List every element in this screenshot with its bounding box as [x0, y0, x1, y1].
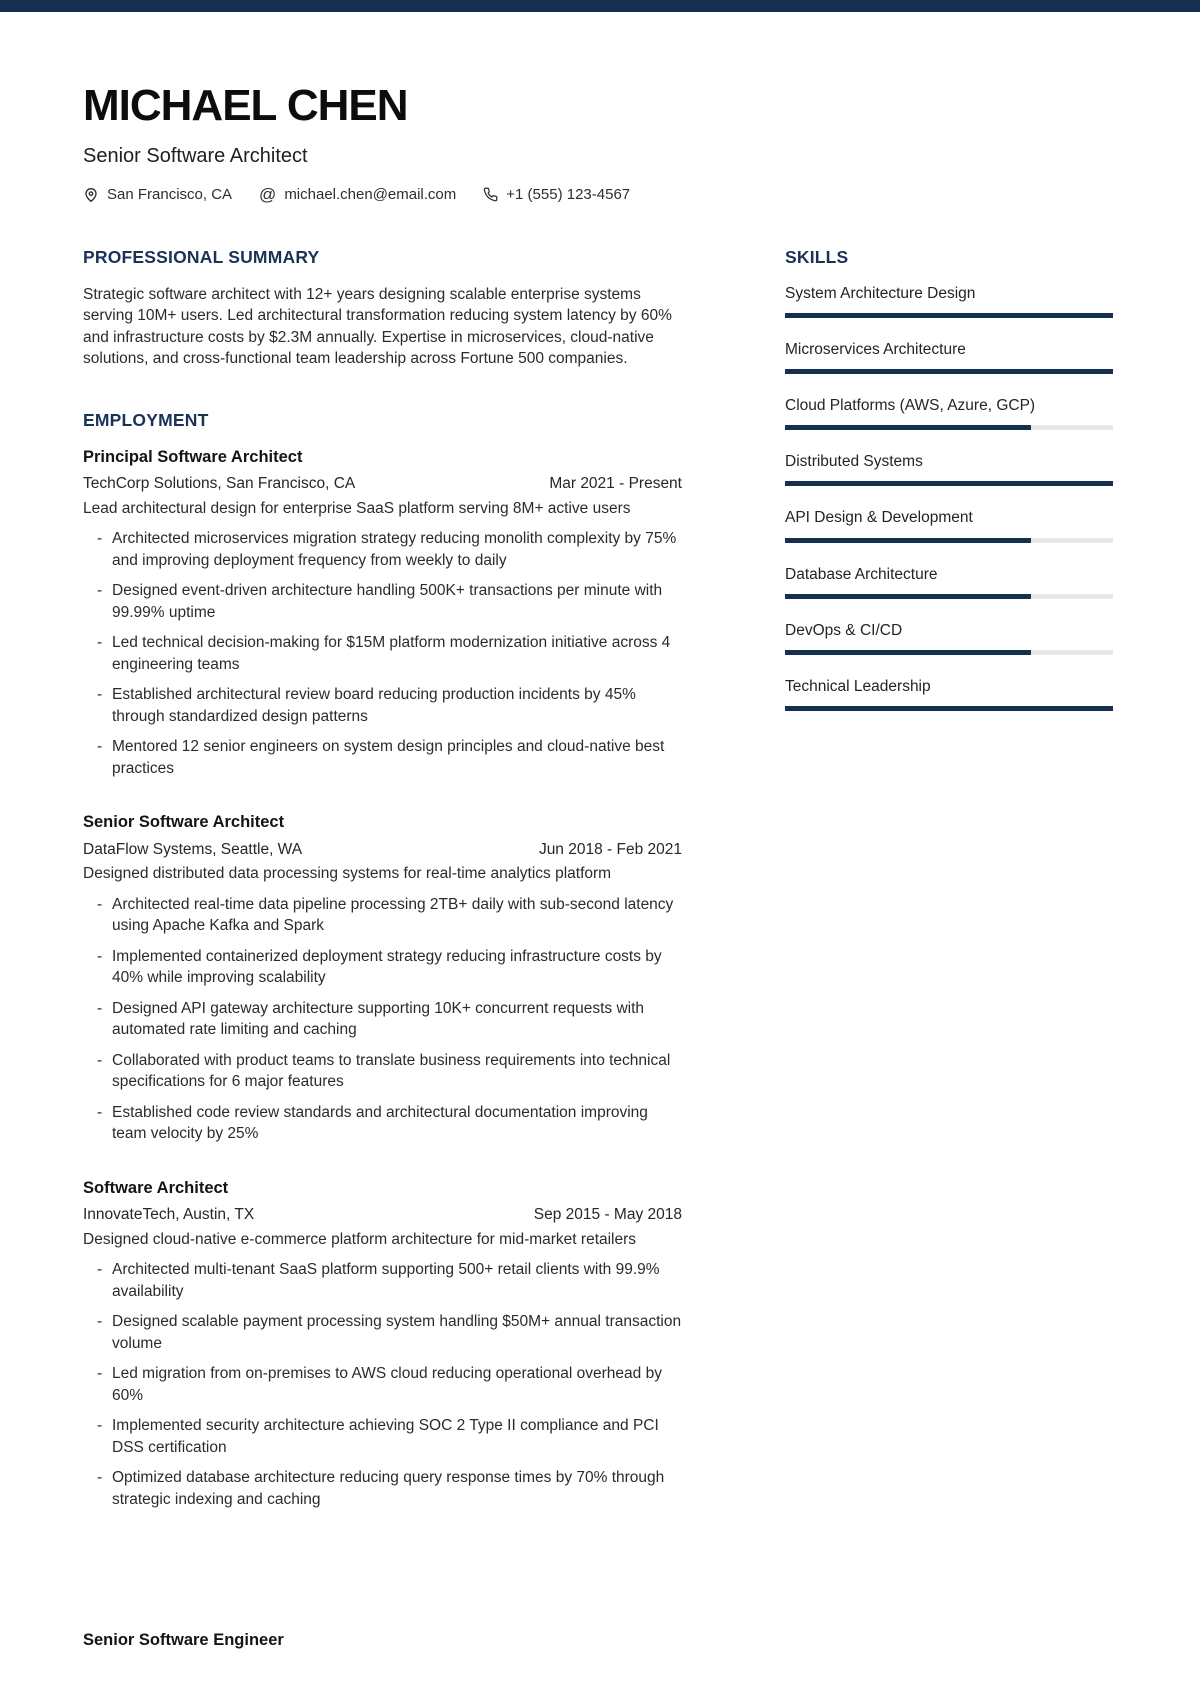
skill-bar: [785, 538, 1113, 543]
resume-name: MICHAEL CHEN: [83, 81, 408, 130]
skill-bar: [785, 650, 1113, 655]
contact-phone-text: +1 (555) 123-4567: [506, 186, 631, 203]
job-company: TechCorp Solutions, San Francisco, CA: [83, 475, 356, 493]
jobs-list: [83, 447, 682, 1652]
job-company-row: [83, 1204, 682, 1226]
job-bullet: - Mentored 12 senior engineers on system design principles and cloud-native best practices: [83, 736, 682, 779]
skill-label: Database Architecture: [785, 565, 938, 583]
skill-item: [785, 452, 1113, 486]
job-bullet: - Established code review standards and architectural documentation improving team velocity by 25%: [83, 1102, 682, 1145]
skill-bar-fill: [785, 369, 1113, 374]
job-bullet: - Designed event-driven architecture handling 500K+ transactions per minute with 99.99% uptime: [83, 580, 682, 623]
job-title: Senior Software Engineer: [83, 1631, 284, 1650]
skill-bar: [785, 313, 1113, 318]
job-bullet: - Designed API gateway architecture supporting 10K+ concurrent requests with automated rate limiting and caching: [83, 998, 682, 1041]
phone-icon: [483, 187, 498, 202]
skill-label: Cloud Platforms (AWS, Azure, GCP): [785, 397, 1036, 415]
job-lead: Lead architectural design for enterprise SaaS platform serving 8M+ active users: [83, 499, 631, 517]
job-bullet: - Optimized database architecture reducing query response times by 70% through strategic indexing and caching: [83, 1467, 682, 1510]
right-column: [785, 247, 1113, 1652]
skill-bar: [785, 594, 1113, 599]
skill-bar-fill: [785, 313, 1113, 318]
job-bullet: - Established architectural review board reducing production incidents by 45% through standardized design patterns: [83, 684, 682, 727]
employment-section: [83, 410, 682, 1652]
location-pin-icon: [83, 187, 99, 203]
skills-list: [785, 284, 1113, 711]
job-title: Senior Software Architect: [83, 813, 285, 832]
skill-item: [785, 508, 1113, 542]
employment-heading: EMPLOYMENT: [83, 409, 209, 430]
job-company-row: [83, 839, 682, 861]
job-bullet: - Implemented security architecture achieving SOC 2 Type II compliance and PCI DSS certification: [83, 1415, 682, 1458]
job-title: Software Architect: [83, 1178, 229, 1197]
main-content: [83, 247, 1113, 1652]
skills-section: [785, 247, 1113, 711]
resume-job-title: Senior Software Architect: [83, 145, 308, 167]
skill-label: API Design & Development: [785, 509, 973, 527]
skill-bar: [785, 425, 1113, 430]
skill-bar: [785, 369, 1113, 374]
skill-item: [785, 621, 1113, 655]
job-company: InnovateTech, Austin, TX: [83, 1206, 255, 1224]
contact-email: [259, 186, 456, 203]
skill-label: Distributed Systems: [785, 453, 923, 471]
job-dates: Jun 2018 - Feb 2021: [538, 840, 682, 858]
contact-location: [83, 186, 232, 203]
summary-text: Strategic software architect with 12+ years designing scalable enterprise systems serving 10M+ users. Led architectural transformation reducing system latency by 60% and infrastructure costs by $2.3M annually. Expertise in microservices, cloud-native solutions, and cross-functional team leadership across Fortune 500 companies.: [83, 285, 672, 368]
skill-label: System Architecture Design: [785, 284, 976, 302]
contact-email-text: michael.chen@email.com: [284, 186, 457, 203]
skill-label: Microservices Architecture: [785, 341, 966, 359]
skill-bar-fill: [785, 594, 1031, 599]
job-bullet: - Collaborated with product teams to translate business requirements into technical specifications for 6 major features: [83, 1050, 682, 1093]
job-entry: [83, 812, 682, 1144]
skill-item: [785, 340, 1113, 374]
skill-bar-fill: [785, 481, 1113, 486]
contact-phone: [483, 186, 630, 203]
job-dates: Mar 2021 - Present: [549, 475, 682, 493]
job-bullet: - Designed scalable payment processing system handling $50M+ annual transaction volume: [83, 1311, 682, 1354]
at-sign-icon: @: [259, 185, 277, 204]
skill-item: [785, 396, 1113, 430]
resume-page: [0, 81, 1200, 1652]
job-entry: [83, 447, 682, 779]
skills-heading: SKILLS: [785, 247, 849, 267]
job-bullet: - Architected real-time data pipeline processing 2TB+ daily with sub-second latency using Apache Kafka and Spark: [83, 894, 682, 937]
summary-section: [83, 247, 682, 370]
job-bullet: - Implemented containerized deployment strategy reducing infrastructure costs by 40% while improving scalability: [83, 946, 682, 989]
contact-row: [83, 186, 1113, 203]
skill-item: [785, 565, 1113, 599]
job-company-row: [83, 473, 682, 495]
skill-label: Technical Leadership: [785, 677, 931, 695]
skill-bar-fill: [785, 425, 1031, 430]
job-bullet: - Architected microservices migration strategy reducing monolith complexity by 75% and improving deployment frequency from weekly to daily: [83, 528, 682, 571]
job-company: DataFlow Systems, Seattle, WA: [83, 840, 303, 858]
skill-item: [785, 284, 1113, 318]
skill-bar-fill: [785, 706, 1113, 711]
job-lead: Designed cloud-native e-commerce platform architecture for mid-market retailers: [83, 1230, 637, 1248]
skill-label: DevOps & CI/CD: [785, 621, 903, 639]
skill-bar-fill: [785, 650, 1031, 655]
skill-bar: [785, 481, 1113, 486]
top-accent-bar: [0, 0, 1200, 12]
contact-location-text: San Francisco, CA: [107, 186, 233, 203]
job-dates: Sep 2015 - May 2018: [533, 1206, 682, 1224]
job-entry: [83, 1630, 682, 1651]
job-title: Principal Software Architect: [83, 447, 303, 466]
job-bullet-list: [83, 894, 682, 1145]
skill-bar-fill: [785, 538, 1031, 543]
resume-header: [83, 81, 1113, 204]
job-entry: [83, 1178, 682, 1510]
left-column: [83, 247, 682, 1652]
job-bullet-list: [83, 1259, 682, 1510]
summary-heading: PROFESSIONAL SUMMARY: [83, 247, 320, 267]
job-bullet-list: [83, 528, 682, 779]
job-bullet: - Architected multi-tenant SaaS platform supporting 500+ retail clients with 99.9% availability: [83, 1259, 682, 1302]
job-bullet: - Led technical decision-making for $15M platform modernization initiative across 4 engineering teams: [83, 632, 682, 675]
skill-item: [785, 677, 1113, 711]
job-lead: Designed distributed data processing systems for real-time analytics platform: [83, 865, 612, 883]
skill-bar: [785, 706, 1113, 711]
job-bullet: - Led migration from on-premises to AWS cloud reducing operational overhead by 60%: [83, 1363, 682, 1406]
